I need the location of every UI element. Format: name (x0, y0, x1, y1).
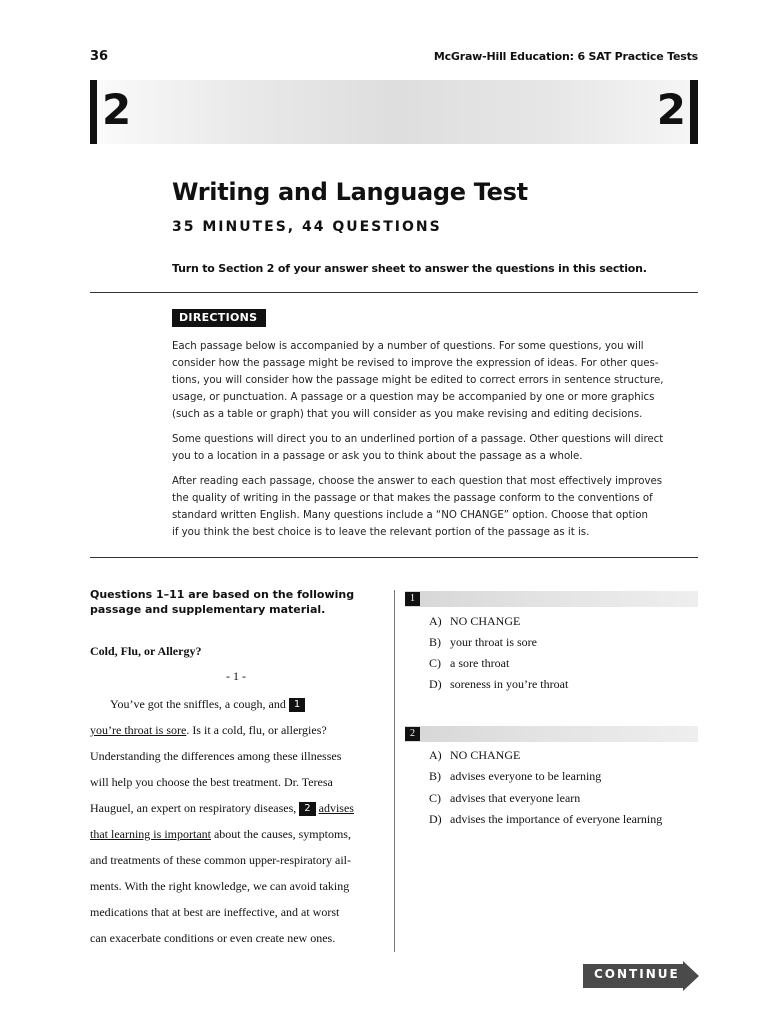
directions-paragraph-3 (172, 473, 663, 541)
directions-line: tions, you will consider how the passage might be edited to correct errors in sentence structure, (172, 375, 664, 386)
running-head: McGraw-Hill Education: 6 SAT Practice Tests (433, 50, 698, 63)
passage-line: ments. With the right knowledge, we can avoid taking (90, 879, 350, 893)
continue-label[interactable]: CONTINUE (594, 967, 680, 981)
underlined-portion-2b[interactable]: that learning is important (90, 827, 211, 841)
answer-option[interactable] (429, 656, 509, 671)
column-divider (394, 590, 395, 952)
question-header-1 (405, 591, 698, 607)
section-right-bar (690, 80, 698, 144)
underlined-portion-2a[interactable]: advises (318, 801, 354, 815)
passage-text: . Is it a cold, flu, or allergies? (186, 723, 327, 737)
passage-text: about the causes, symptoms, (210, 827, 351, 841)
option-letter: D) (429, 812, 442, 826)
directions-line: standard written English. Many questions include a “NO CHANGE” option. Choose that option (172, 510, 648, 521)
option-letter: C) (429, 791, 441, 805)
answer-option[interactable] (429, 614, 520, 629)
answer-option[interactable] (429, 769, 601, 784)
directions-line: After reading each passage, choose the answer to each question that most effectively improves (172, 476, 663, 487)
passage-line: medications that at best are ineffective, and at worst (90, 905, 340, 919)
passage-line: will help you choose the best treatment. Dr. Teresa (90, 775, 333, 789)
passage-line: can exacerbate conditions or even create new ones. (90, 931, 336, 945)
section-instruction: Turn to Section 2 of your answer sheet to answer the questions in this section. (172, 262, 647, 275)
section-number-right: 2 (656, 85, 686, 134)
answer-option[interactable] (429, 635, 537, 650)
question-marker-1[interactable]: 1 (289, 698, 305, 712)
passage-text: You’ve got the sniffles, a cough, and (110, 697, 286, 711)
passage-text: Hauguel, an expert on respiratory diseases, (90, 801, 297, 815)
directions-line: Some questions will direct you to an underlined portion of a passage. Other questions will direct (172, 434, 664, 445)
section-left-bar (90, 80, 97, 144)
option-letter: D) (429, 677, 442, 691)
passage-line: and treatments of these common upper-respiratory ail- (90, 853, 351, 867)
directions-line: Each passage below is accompanied by a number of questions. For some questions, you will (172, 341, 644, 352)
option-text: advises the importance of everyone learning (450, 812, 663, 826)
option-text: advises everyone to be learning (450, 769, 602, 783)
answer-option[interactable] (429, 748, 520, 763)
passage-line (90, 801, 354, 816)
directions-paragraph-1 (172, 338, 664, 423)
option-letter: B) (429, 635, 441, 649)
directions-label: DIRECTIONS (172, 309, 266, 327)
answer-option[interactable] (429, 677, 568, 692)
option-text: advises that everyone learn (450, 791, 581, 805)
section-band (90, 80, 698, 144)
question-marker-2[interactable]: 2 (299, 802, 315, 816)
option-text: NO CHANGE (450, 614, 521, 628)
directions-line: you to a location in a passage or ask you to think about the passage as a whole. (172, 451, 583, 462)
paragraph-marker: - 1 - (226, 669, 246, 683)
directions-line: consider how the passage might be revised to improve the expression of ideas. For other ques- (172, 358, 659, 369)
question-number-1: 1 (405, 592, 420, 606)
passage-title: Cold, Flu, or Allergy? (90, 644, 202, 658)
option-text: soreness in you’re throat (450, 677, 569, 691)
option-letter: A) (429, 614, 442, 628)
divider-top (90, 292, 698, 293)
passage-line (110, 697, 305, 712)
page-number: 36 (90, 49, 109, 64)
directions-line: if you think the best choice is to leave the relevant portion of the passage as it is. (172, 527, 590, 538)
passage-line (90, 827, 351, 842)
question-header-2 (405, 726, 698, 742)
directions-line: (such as a table or graph) that you will consider as you make revising and editing decisions. (172, 409, 643, 420)
underlined-portion-1[interactable]: you’re throat is sore (90, 723, 187, 737)
directions-line: usage, or punctuation. A passage or a question may be accompanied by one or more graphics (172, 392, 655, 403)
option-letter: C) (429, 656, 441, 670)
question-number-2: 2 (405, 727, 420, 741)
passage-line: Understanding the differences among these illnesses (90, 749, 342, 763)
directions-line: the quality of writing in the passage or that makes the passage conform to the conventions of (172, 493, 653, 504)
option-text: NO CHANGE (450, 748, 521, 762)
section-number-left: 2 (102, 85, 132, 134)
test-subtitle: 35 MINUTES, 44 QUESTIONS (172, 219, 442, 235)
option-text: a sore throat (450, 656, 510, 670)
option-letter: A) (429, 748, 442, 762)
directions-paragraph-2 (172, 431, 664, 465)
answer-option[interactable] (429, 812, 662, 827)
option-letter: B) (429, 769, 441, 783)
option-text: your throat is sore (450, 635, 537, 649)
passage-line (90, 723, 327, 738)
test-title: Writing and Language Test (172, 178, 528, 206)
divider-bottom (90, 557, 698, 558)
answer-option[interactable] (429, 791, 580, 806)
questions-intro: Questions 1–11 are based on the following passage and supplementary material. (90, 588, 355, 616)
